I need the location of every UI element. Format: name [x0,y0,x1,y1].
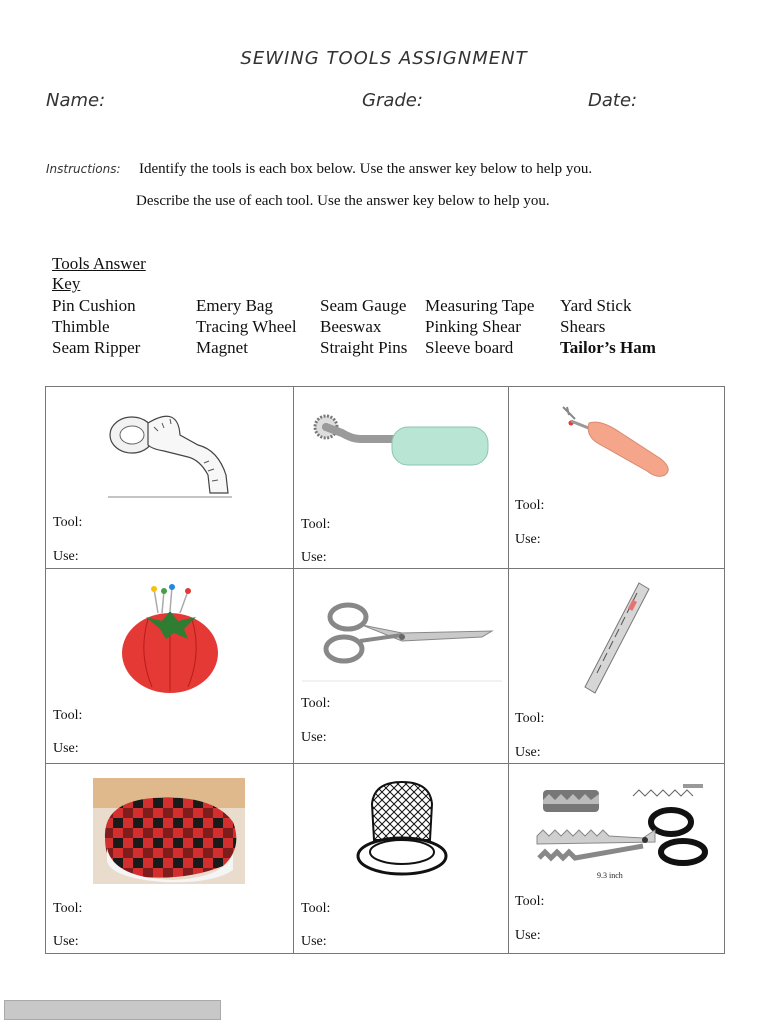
answer-key-column [560,295,656,358]
tool-label: Tool: [53,708,83,723]
answer-key-item: Yard Stick [560,296,632,315]
seam-ripper-image [561,405,673,481]
use-label: Use: [301,730,327,745]
name-label: Name: [46,90,106,111]
tool-label: Tool: [301,696,331,711]
thimble-image [354,780,450,882]
use-label: Use: [515,745,541,760]
tool-cell [294,569,509,764]
answer-key-item: Seam Gauge [320,296,407,315]
use-label: Use: [53,741,79,756]
answer-key-item: Straight Pins [320,338,408,357]
answer-key-item: Seam Ripper [52,338,141,357]
grade-label: Grade: [362,90,423,111]
use-label: Use: [301,934,327,949]
answer-key-item: Beeswax [320,317,382,336]
tool-cell [509,569,724,764]
answer-key-item: Tailor’s Ham [560,338,656,357]
answer-key-column [425,295,534,358]
answer-key-column [196,295,297,358]
answer-key-item: Pin Cushion [52,296,136,315]
date-label: Date: [588,90,638,111]
pinking-shears-caption: 9.3 inch [597,871,623,880]
tool-label: Tool: [301,901,331,916]
answer-key-column [320,295,407,358]
tool-cell [509,764,724,953]
use-label: Use: [53,549,79,564]
pin-cushion-image [118,583,222,693]
shears-image [302,591,502,683]
answer-key-column [52,295,140,358]
scroll-bar[interactable] [4,1000,221,1020]
answer-key-item: Shears [560,317,606,336]
seam-gauge-image [581,579,651,697]
tool-label: Tool: [53,901,83,916]
use-label: Use: [301,550,327,565]
answer-key-item: Magnet [196,338,248,357]
tool-cell [294,764,509,953]
tailors-ham-image [93,778,245,884]
tool-cell [509,387,724,569]
use-label: Use: [515,928,541,943]
instructions-line-1: Identify the tools is each box below. Use the answer key below to help you. [139,161,593,177]
answer-key-item: Pinking Shear [425,317,521,336]
tool-cell [294,387,509,569]
tool-cell [46,764,294,953]
instructions-line-2: Describe the use of each tool. Use the answer key below to help you. [136,193,550,209]
answer-key-item: Measuring Tape [425,296,535,315]
answer-key-title: Tools Answer Key [52,254,146,293]
use-label: Use: [53,934,79,949]
page-title: SEWING TOOLS ASSIGNMENT [240,48,528,69]
tool-label: Tool: [515,711,545,726]
measuring-tape-image [108,405,232,499]
tool-label: Tool: [515,498,545,513]
tracing-wheel-image [312,405,492,471]
answer-key-item: Sleeve board [425,338,514,357]
answer-key-item: Emery Bag [196,296,273,315]
tools-grid [45,386,725,954]
tool-cell [46,387,294,569]
tool-label: Tool: [53,515,83,530]
answer-key-item: Thimble [52,317,110,336]
tool-label: Tool: [301,517,331,532]
pinking-shears-image [533,780,713,884]
tool-cell [46,569,294,764]
instructions-label: Instructions: [46,162,121,176]
use-label: Use: [515,532,541,547]
answer-key-item: Tracing Wheel [196,317,297,336]
tool-label: Tool: [515,894,545,909]
